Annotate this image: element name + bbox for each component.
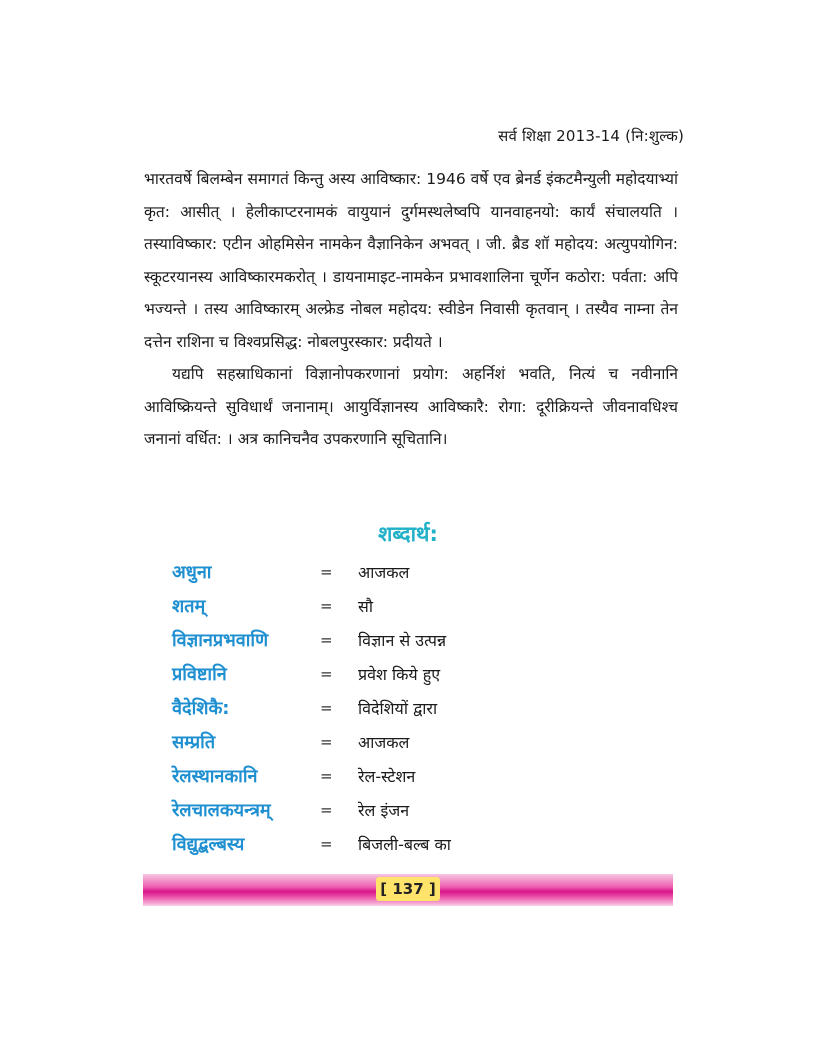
glossary-row (172, 827, 652, 861)
glossary-row (172, 555, 652, 589)
glossary-row (172, 759, 652, 793)
body-text (144, 163, 678, 456)
page-header: सर्व शिक्षा 2013-14 (नि:शुल्क) (498, 127, 684, 145)
glossary-meaning: प्रवेश किये हुए (358, 665, 441, 684)
glossary-separator: = (320, 597, 333, 615)
glossary-meaning: आजकल (358, 733, 410, 752)
glossary-separator: = (320, 733, 333, 751)
glossary-separator: = (320, 563, 333, 581)
glossary-separator: = (320, 835, 333, 853)
glossary-term: रेलस्थानकानि (172, 766, 258, 787)
glossary-separator: = (320, 699, 333, 717)
glossary-row (172, 623, 652, 657)
glossary-term: शतम् (172, 596, 206, 617)
glossary-meaning: बिजली-बल्ब का (358, 835, 451, 854)
page-number: [ 137 ] (376, 877, 440, 901)
glossary-row (172, 725, 652, 759)
glossary-row (172, 589, 652, 623)
paragraph-2: यद्यपि सहस्राधिकानां विज्ञानोपकरणानां प्रयोग: अहर्निशं भवति, नित्यं च नवीनानि आविष्क्रियन्ते सुविधार्थं जनानाम्। आयुर्विज्ञानस्य आविष्कारै: रोगा: दूरीक्रियन्ते जीवनावधिश्च जनानां वर्धित: । अत्र कानिचनैव उपकरणानि सूचितानि। (144, 365, 678, 448)
glossary-row (172, 657, 652, 691)
glossary-term: वैदेशिकै: (172, 698, 230, 719)
glossary-meaning: विज्ञान से उत्पन्न (358, 631, 447, 650)
glossary-separator: = (320, 767, 333, 785)
glossary-meaning: रेल-स्टेशन (358, 767, 416, 786)
glossary-term: विद्युद्बल्बस्य (172, 834, 245, 855)
glossary-meaning: रेल इंजन (358, 801, 410, 820)
glossary-separator: = (320, 631, 333, 649)
glossary-table (172, 555, 652, 861)
glossary-row (172, 691, 652, 725)
glossary-meaning: सौ (358, 597, 373, 616)
glossary-separator: = (320, 801, 333, 819)
glossary-row (172, 793, 652, 827)
glossary-term: अधुना (172, 562, 212, 583)
glossary-meaning: विदेशियों द्वारा (358, 699, 438, 718)
glossary-term: रेलचालकयन्त्रम् (172, 800, 271, 821)
glossary-term: प्रविष्टानि (172, 664, 227, 685)
glossary-separator: = (320, 665, 333, 683)
glossary-meaning: आजकल (358, 563, 410, 582)
glossary-title: शब्दार्थ: (378, 522, 438, 546)
paragraph-1: भारतवर्षे बिलम्बेन समागतं किन्तु अस्य आविष्कार: 1946 वर्षे एव ब्रेनर्ड इंकटमैन्युली महोदयाभ्यां कृत: आसीत् । हेलीकाप्टरनामकं वायुयानं दुर्गमस्थलेष्वपि यानवाहनयो: कार्यं संचालयति । तस्याविष्कार: एटीन ओहमिसेन नामकेन वैज्ञानिकेन अभवत् । जी. ब्रैड शॉ महोदय: अत्युपयोगिन: स्कूटरयानस्य आविष्कारमकरोत् । डायनामाइट-नामकेन प्रभावशालिना चूर्णेन कठोरा: पर्वता: अपि भज्यन्ते । तस्य आविष्कारम् अल्फ्रेड नोबल महोदय: स्वीडेन निवासी कृतवान् । तस्यैव नाम्ना तेन दत्तेन राशिना च विश्वप्रसिद्ध: नोबलपुरस्कार: प्रदीयते । (144, 170, 678, 351)
glossary-term: विज्ञानप्रभवाणि (172, 630, 269, 651)
glossary-term: सम्प्रति (172, 732, 216, 753)
